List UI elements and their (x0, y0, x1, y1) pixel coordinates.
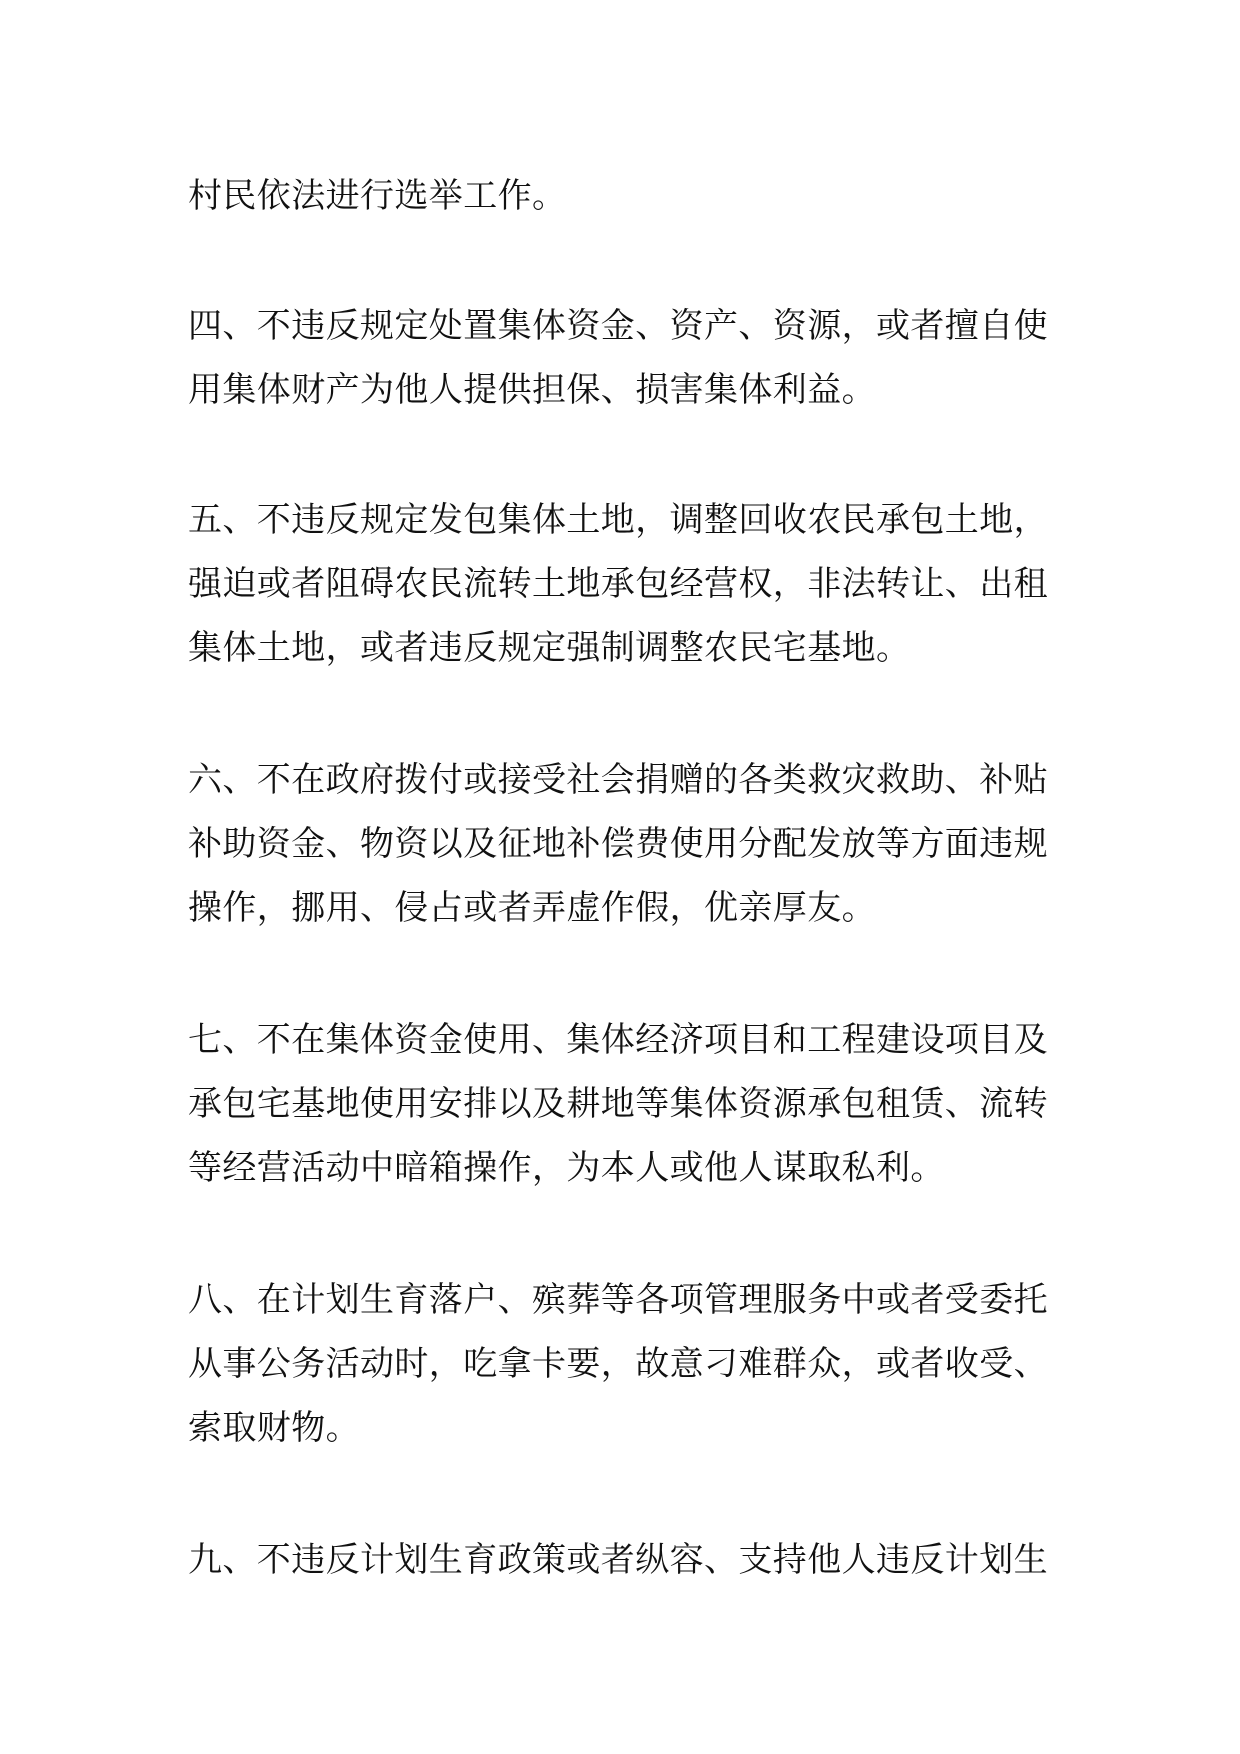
text-line: 八、在计划生育落户、殡葬等各项管理服务中或者受委托 (188, 1280, 1048, 1320)
text-line: 操作，挪用、侵占或者弄虚作假，优亲厚友。 (188, 888, 876, 928)
text-line: 九、不违反计划生育政策或者纵容、支持他人违反计划生 (188, 1540, 1048, 1580)
paragraph-item-9 (188, 1528, 1058, 1592)
text-line: 五、不违反规定发包集体土地，调整回收农民承包土地， (188, 500, 1048, 540)
text-line: 补助资金、物资以及征地补偿费使用分配发放等方面违规 (188, 824, 1048, 864)
paragraph-item-4 (188, 294, 1058, 422)
text-line: 六、不在政府拨付或接受社会捐赠的各类救灾救助、补贴 (188, 760, 1048, 800)
paragraph-continuation (188, 164, 1058, 228)
text-line: 集体土地，或者违反规定强制调整农民宅基地。 (188, 628, 911, 668)
paragraph-item-5 (188, 488, 1058, 680)
paragraph-item-6 (188, 748, 1058, 940)
text-line: 七、不在集体资金使用、集体经济项目和工程建设项目及 (188, 1020, 1048, 1060)
text-line: 索取财物。 (188, 1408, 360, 1448)
text-line: 用集体财产为他人提供担保、损害集体利益。 (188, 370, 876, 410)
text-line: 村民依法进行选举工作。 (188, 176, 567, 216)
paragraph-item-7 (188, 1008, 1058, 1200)
text-line: 强迫或者阻碍农民流转土地承包经营权，非法转让、出租 (188, 564, 1048, 604)
text-line: 四、不违反规定处置集体资金、资产、资源，或者擅自使 (188, 306, 1048, 346)
text-line: 从事公务活动时，吃拿卡要，故意刁难群众，或者收受、 (188, 1344, 1048, 1384)
paragraph-item-8 (188, 1268, 1058, 1460)
text-line: 承包宅基地使用安排以及耕地等集体资源承包租赁、流转 (188, 1084, 1048, 1124)
text-line: 等经营活动中暗箱操作，为本人或他人谋取私利。 (188, 1148, 945, 1188)
